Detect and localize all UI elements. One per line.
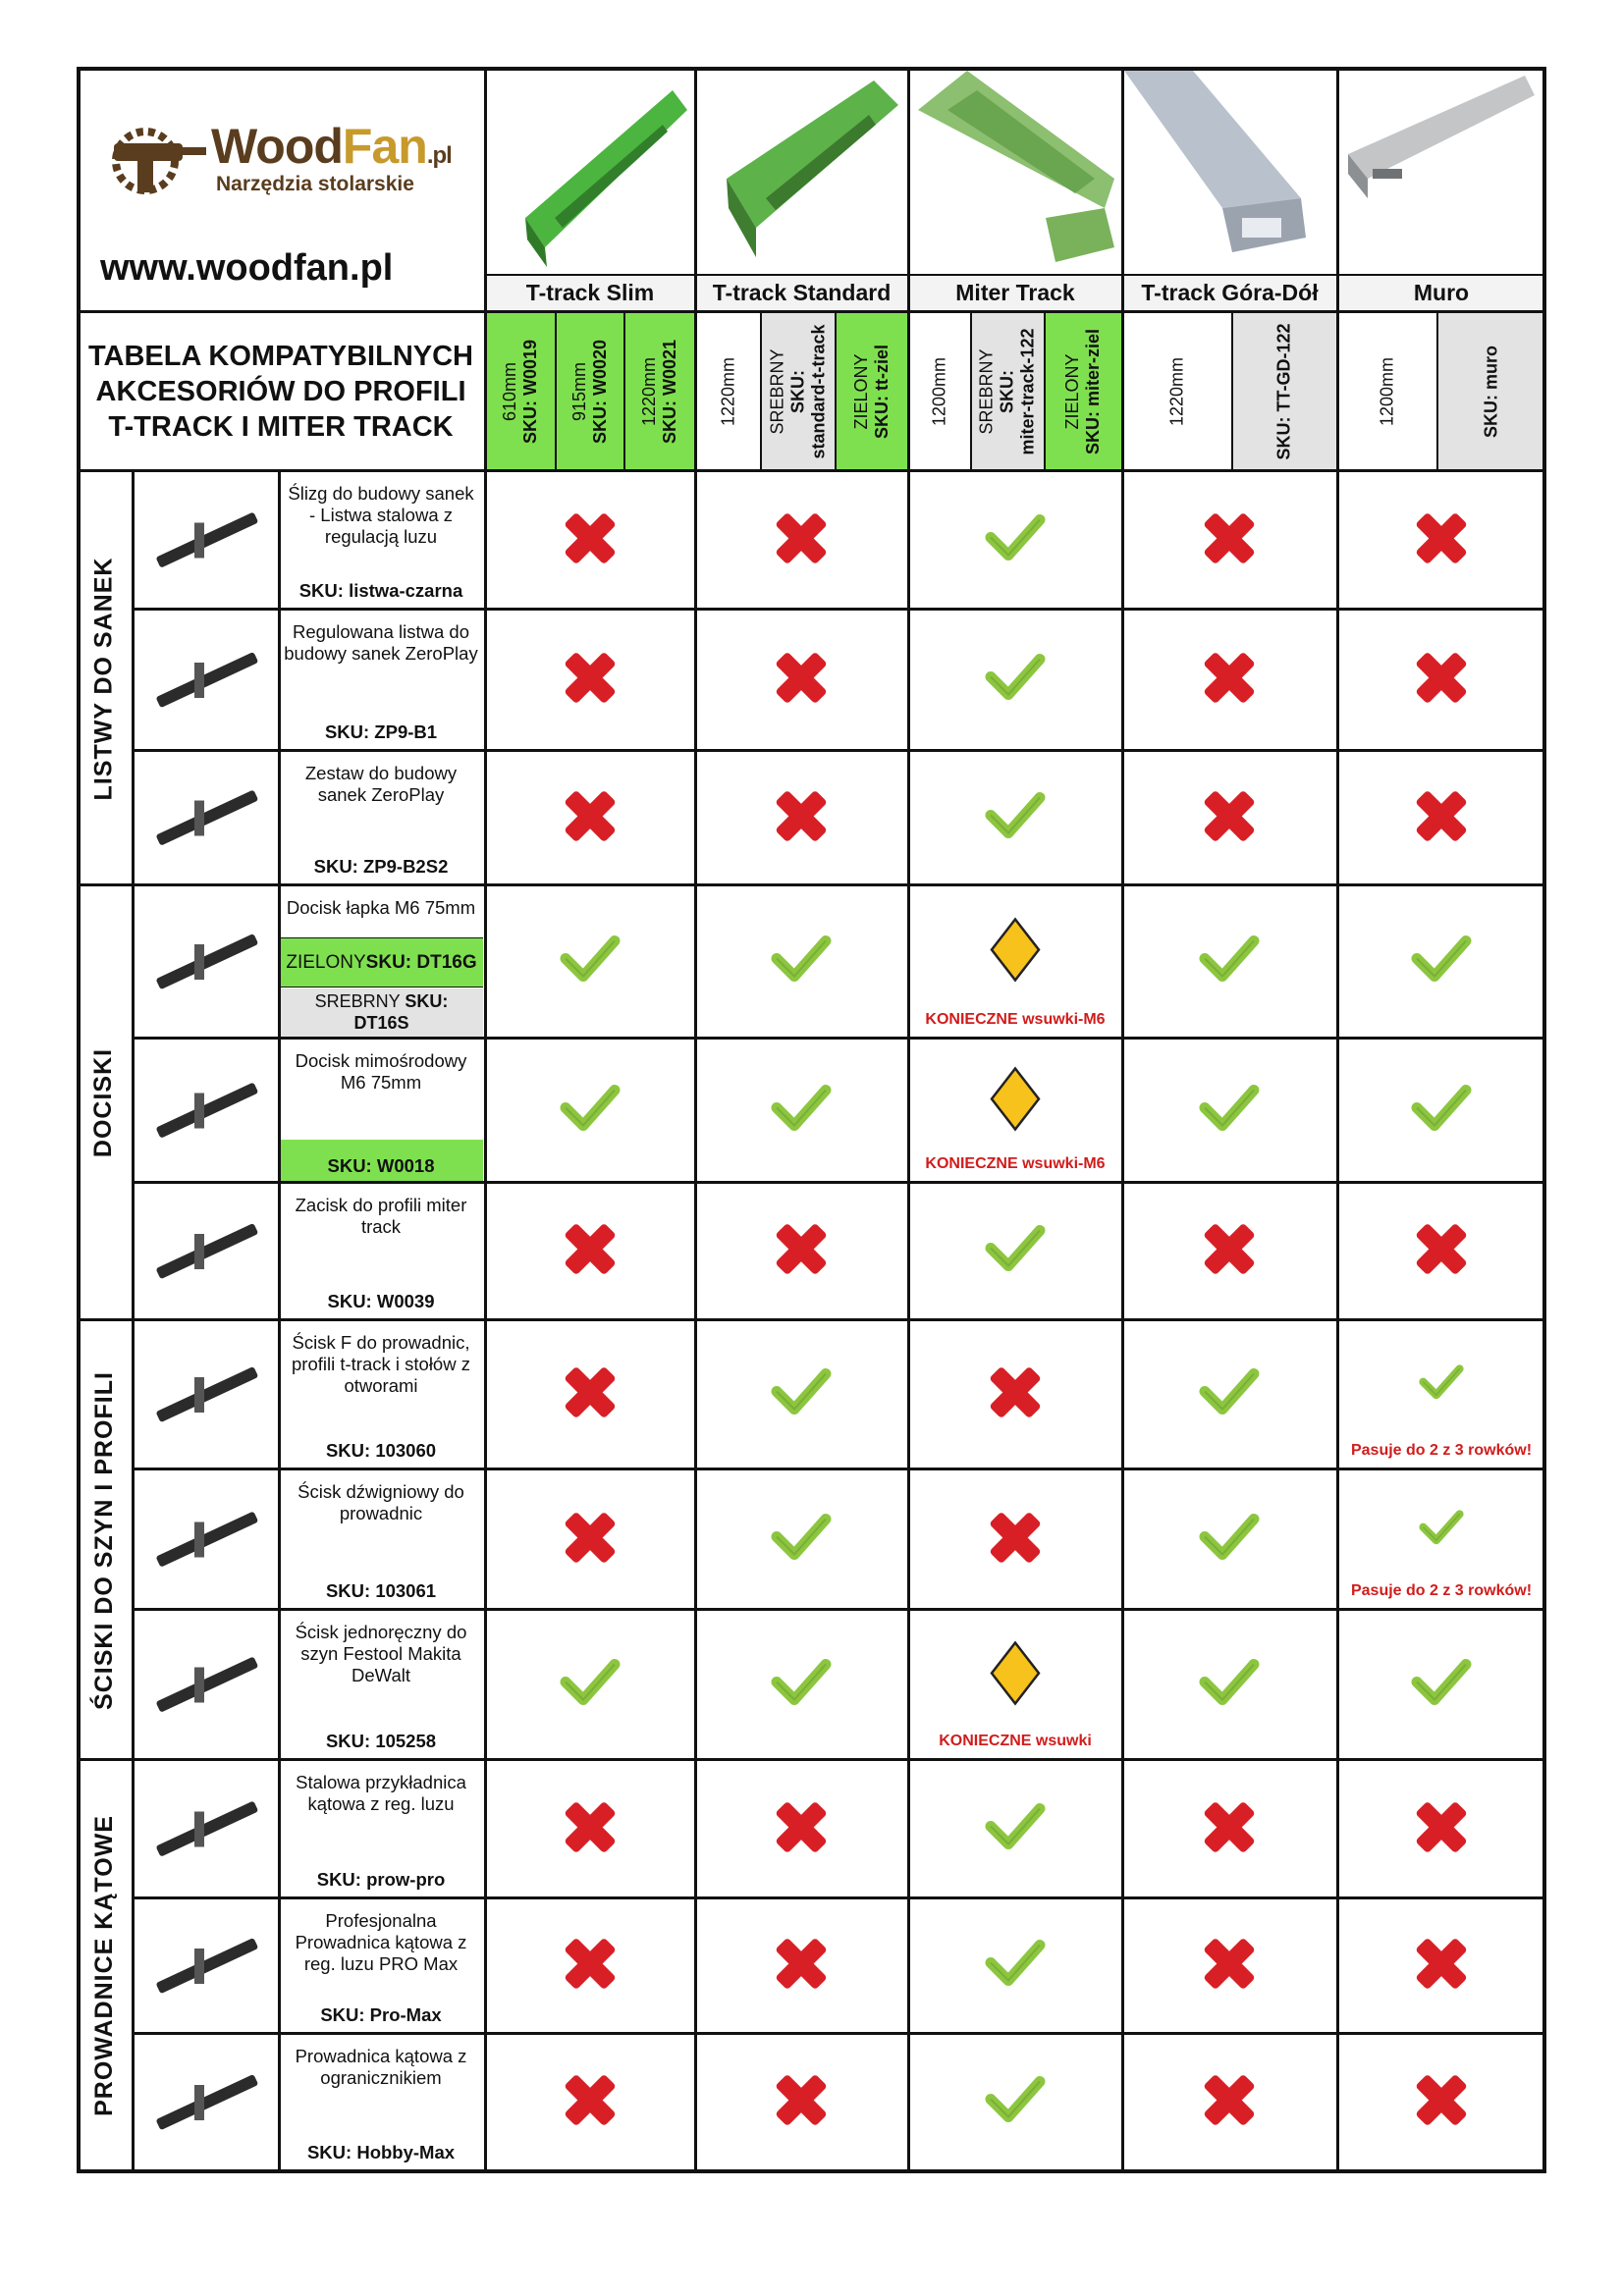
silver-variant-label: SREBRNY: [314, 991, 406, 1011]
incompatible-cross-icon: [561, 649, 620, 713]
table-border-right: [1542, 67, 1546, 2173]
sku-length: 1200mm: [1377, 356, 1397, 427]
compatibility-note: KONIECZNE wsuwki-M6: [925, 1155, 1106, 1172]
product-sku: SKU: ZP9-B1: [324, 721, 438, 742]
incompatible-cross-icon: [561, 1935, 620, 1999]
row-divider: [132, 1468, 1546, 1470]
product-sku: SKU: ZP9-B2S2: [313, 856, 449, 877]
miter-clamp-icon: [135, 1185, 278, 1318]
incompatible-cross-icon: [1412, 1935, 1471, 1999]
compatible-check-icon: [985, 507, 1046, 573]
incompatible-cross-icon: [1200, 649, 1259, 713]
product-name: Profesjonalna Prowadnica kątowa z reg. luzu PRO Max: [295, 1910, 467, 1974]
sku-code: SKU: W0019: [520, 339, 540, 445]
product-sku: SKU: Pro-Max: [320, 2004, 442, 2025]
row-divider: [132, 1181, 1546, 1184]
product-name: Ścisk dźwigniowy do prowadnic: [298, 1481, 464, 1523]
warning-diamond-icon: [990, 1640, 1041, 1710]
product-description: [278, 1610, 484, 1760]
sku-length: 1220mm: [638, 356, 659, 427]
sku-divider: [1436, 312, 1438, 471]
product-name: Stalowa przykładnica kątowa z reg. luzu: [296, 1772, 466, 1814]
compatible-check-icon: [771, 1362, 832, 1428]
column-divider: [484, 67, 487, 2173]
compatible-check-icon: [1199, 930, 1260, 995]
category-label: PROWADNICE KĄTOWE: [89, 1815, 118, 2116]
sku-muro-length: [1338, 312, 1436, 471]
sku-divider: [1044, 312, 1046, 471]
sku-length: 1220mm: [718, 356, 737, 427]
row-divider: [132, 1037, 1546, 1040]
incompatible-cross-icon: [561, 1508, 620, 1572]
product-sku: SKU: listwa-czarna: [298, 580, 463, 601]
row-divider: [132, 749, 1546, 752]
product-description: [278, 1039, 484, 1183]
row-divider: [132, 608, 1546, 611]
compatible-check-icon: [1411, 1652, 1472, 1718]
column-divider: [1121, 67, 1124, 2173]
sku-divider: [835, 312, 837, 471]
sku-code: SKU: TT-GD-122: [1273, 323, 1294, 460]
warning-diamond-icon: [990, 1066, 1041, 1136]
sku-code: miter-track-122: [1017, 328, 1038, 455]
incompatible-cross-icon: [1412, 508, 1471, 572]
incompatible-cross-icon: [1200, 1935, 1259, 1999]
sku-length: 1220mm: [1166, 356, 1187, 427]
category-sciski: [77, 1320, 132, 1760]
compatible-check-icon: [1411, 1078, 1472, 1144]
category-label: DOCISKI: [89, 1047, 118, 1158]
product-description: [278, 1760, 484, 1898]
page-title: [79, 312, 483, 471]
title-line-3: T-TRACK I MITER TRACK: [108, 411, 454, 443]
sku-label: SKU:: [997, 370, 1017, 414]
compatible-check-icon: [771, 1507, 832, 1573]
sku-color: SREBRNY: [976, 348, 997, 435]
row-divider: [77, 1758, 1546, 1761]
product-sku: SKU: 105258: [325, 1731, 437, 1751]
incompatible-cross-icon: [561, 2071, 620, 2135]
sku-miter-length: [909, 312, 970, 471]
column-divider: [1336, 67, 1339, 2173]
silver-variant-sku: DT16S: [353, 1013, 409, 1033]
profile-image-muro: [1338, 71, 1544, 272]
incompatible-cross-icon: [1200, 508, 1259, 572]
zeroplay-set-icon: [135, 753, 278, 883]
product-sku: SKU: prow-pro: [316, 1869, 446, 1890]
sku-divider: [760, 312, 762, 471]
row-divider: [132, 1608, 1546, 1611]
product-name: Ścisk F do prowadnic, profili t-track i stołów z otworami: [292, 1332, 470, 1396]
product-name: Zacisk do profili miter track: [295, 1195, 467, 1237]
profile-image-standard: [697, 71, 903, 272]
hold-down-clamp-icon: [135, 887, 278, 1037]
compatible-check-icon: [771, 930, 832, 995]
logo-area: [79, 71, 483, 289]
category-dociski: [77, 885, 132, 1320]
compatible-check-icon: [985, 648, 1046, 714]
incompatible-cross-icon: [1412, 2071, 1471, 2135]
sku-length: 1200mm: [929, 356, 949, 427]
green-variant-label: ZIELONY: [286, 951, 366, 973]
row-divider: [77, 1318, 1546, 1321]
row-divider: [77, 883, 1546, 886]
cam-clamp-icon: [135, 1041, 278, 1181]
incompatible-cross-icon: [1200, 2071, 1259, 2135]
sku-length: 915mm: [568, 361, 589, 422]
product-description: [278, 471, 484, 610]
brand-wood: Wood: [211, 119, 343, 174]
sku-standard-silver: [761, 312, 835, 471]
incompatible-cross-icon: [561, 1797, 620, 1861]
incompatible-cross-icon: [772, 1797, 831, 1861]
slide-bar-icon: [135, 473, 278, 608]
table-border-bottom: [77, 2169, 1546, 2173]
product-sku: SKU: 103060: [325, 1440, 437, 1461]
sku-code: SKU: tt-ziel: [871, 345, 892, 439]
brand-tagline: Narzędzia stolarskie: [216, 173, 414, 195]
sku-length: 610mm: [500, 361, 519, 422]
column-header-standard: T-track Standard: [696, 274, 907, 309]
compatible-check-icon: [985, 2070, 1046, 2136]
sku-goradol-length: [1123, 312, 1231, 471]
dociski-sku-green-highlight: [280, 937, 483, 988]
product-name: Zestaw do budowy sanek ZeroPlay: [304, 763, 458, 805]
header-divider: [77, 310, 1546, 313]
compatible-check-icon: [560, 930, 621, 995]
brand-pl: .pl: [426, 142, 452, 169]
sku-color: ZIELONY: [1062, 353, 1082, 430]
incompatible-cross-icon: [561, 1363, 620, 1427]
f-clamp-icon: [135, 1322, 278, 1468]
brand-url: www.woodfan.pl: [100, 247, 394, 289]
incompatible-cross-icon: [561, 786, 620, 850]
incompatible-cross-icon: [772, 2071, 831, 2135]
header-bottom-divider: [77, 469, 1546, 472]
compatible-check-icon: [1199, 1362, 1260, 1428]
incompatible-cross-icon: [1200, 1797, 1259, 1861]
compatible-check-icon: [985, 1796, 1046, 1862]
incompatible-cross-icon: [1412, 786, 1471, 850]
table-border-left: [77, 67, 81, 2173]
category-prowadnice: [77, 1760, 132, 2171]
lever-clamp-icon: [135, 1471, 278, 1608]
dociski-sku-silver-highlight: [280, 988, 483, 1037]
compatible-check-icon: [1199, 1507, 1260, 1573]
green-variant-sku: SKU: DT16G: [365, 951, 477, 973]
compatibility-note: Pasuje do 2 z 3 rowków!: [1350, 1442, 1533, 1459]
miter-gauge-icon: [135, 1762, 278, 1896]
compatible-check-icon: [985, 1219, 1046, 1285]
sku-color: ZIELONY: [850, 353, 871, 430]
incompatible-cross-icon: [1412, 649, 1471, 713]
row-divider: [132, 1896, 1546, 1899]
product-description: [278, 1469, 484, 1610]
product-sku: SKU: W0039: [327, 1291, 435, 1311]
column-header-slim: T-track Slim: [486, 274, 694, 309]
sku-slim-915: [556, 312, 623, 471]
product-description: [278, 1183, 484, 1320]
compatibility-note: KONIECZNE wsuwki-M6: [925, 1011, 1106, 1028]
compatibility-note: Pasuje do 2 z 3 rowków!: [1350, 1582, 1533, 1599]
sku-code: standard-t-track: [808, 324, 828, 459]
sku-divider: [1231, 312, 1233, 471]
brand-fan: Fan: [342, 119, 427, 174]
sku-code: SKU: muro: [1481, 346, 1500, 438]
sku-label: SKU:: [787, 370, 807, 413]
woodfan-logo-icon: [94, 114, 212, 202]
warning-diamond-icon: [990, 918, 1041, 988]
sku-divider: [623, 312, 625, 471]
sku-color: SREBRNY: [767, 348, 786, 435]
category-divider: [132, 471, 135, 2171]
column-header-miter: Miter Track: [909, 274, 1121, 309]
incompatible-cross-icon: [1412, 1220, 1471, 1284]
sku-code: SKU: miter-ziel: [1083, 328, 1103, 455]
sku-code: SKU: W0020: [589, 339, 610, 445]
compatible-check-icon: [985, 1934, 1046, 2000]
incompatible-cross-icon: [772, 508, 831, 572]
one-hand-clamp-icon: [135, 1612, 278, 1758]
column-header-muro: Muro: [1338, 274, 1544, 309]
column-divider: [694, 67, 697, 2173]
thumb-divider: [278, 471, 281, 2171]
profile-image-goradol: [1124, 71, 1335, 272]
sku-goradol-code: [1232, 312, 1336, 471]
product-name: Regulowana listwa do budowy sanek ZeroPlay: [284, 621, 478, 664]
sku-muro-code: [1437, 312, 1544, 471]
product-sku: SKU: 103061: [325, 1580, 437, 1601]
product-name: Docisk mimośrodowy M6 75mm: [295, 1050, 467, 1093]
incompatible-cross-icon: [1200, 1220, 1259, 1284]
category-label: ŚCISKI DO SZYN I PROFILI: [89, 1370, 118, 1710]
profile-image-miter: [908, 71, 1119, 272]
sku-code: SKU: W0021: [659, 339, 679, 445]
zeroplay-bar-icon: [135, 612, 278, 749]
incompatible-cross-icon: [986, 1508, 1045, 1572]
compatibility-note: KONIECZNE wsuwki: [939, 1733, 1092, 1749]
compatible-check-icon: [560, 1652, 621, 1718]
category-listwy: [77, 471, 132, 885]
incompatible-cross-icon: [772, 1220, 831, 1284]
table-border-top: [77, 67, 1546, 71]
sku-miter-green: [1045, 312, 1121, 471]
product-description: [278, 610, 484, 751]
product-description: [278, 1320, 484, 1469]
product-description: [278, 751, 484, 885]
product-sku: SKU: Hobby-Max: [306, 2142, 456, 2163]
sku-miter-silver: [971, 312, 1044, 471]
incompatible-cross-icon: [1200, 786, 1259, 850]
product-name: Docisk łapka M6 75mm: [286, 897, 476, 918]
compatible-check-icon: [1411, 930, 1472, 995]
row-divider: [132, 2032, 1546, 2035]
incompatible-cross-icon: [561, 1220, 620, 1284]
silver-variant-sku-label: SKU:: [405, 991, 449, 1011]
sku-standard-green: [836, 312, 907, 471]
product-sku: SKU: W0018: [327, 1155, 435, 1176]
incompatible-cross-icon: [1412, 1797, 1471, 1861]
category-label: LISTWY DO SANEK: [89, 557, 118, 800]
compatible-check-icon: [1419, 1361, 1464, 1411]
product-description: [278, 2034, 484, 2171]
profile-image-slim: [486, 71, 692, 272]
compatible-check-icon: [1419, 1505, 1464, 1555]
compatible-check-icon: [1199, 1078, 1260, 1144]
incompatible-cross-icon: [772, 786, 831, 850]
sku-divider: [555, 312, 557, 471]
product-name: Prowadnica kątowa z ogranicznikiem: [295, 2046, 467, 2088]
incompatible-cross-icon: [561, 508, 620, 572]
sku-divider: [970, 312, 972, 471]
miter-gauge-hobby-icon: [135, 2036, 278, 2169]
incompatible-cross-icon: [772, 1935, 831, 1999]
sku-slim-610: [486, 312, 555, 471]
miter-gauge-pro-icon: [135, 1900, 278, 2032]
title-line-2: AKCESORIÓW DO PROFILI: [95, 376, 466, 407]
product-description: [278, 1898, 484, 2034]
title-line-1: TABELA KOMPATYBILNYCH: [87, 341, 473, 372]
compatible-check-icon: [771, 1652, 832, 1718]
sku-slim-1220: [624, 312, 694, 471]
sku-standard-length: [696, 312, 760, 471]
column-divider: [907, 67, 910, 2173]
compatible-check-icon: [560, 1078, 621, 1144]
compatible-check-icon: [771, 1078, 832, 1144]
column-header-goradol: T-track Góra-Dół: [1123, 274, 1336, 309]
product-name: Ścisk jednoręczny do szyn Festool Makita DeWalt: [295, 1622, 467, 1685]
product-name: Ślizg do budowy sanek - Listwa stalowa z regulacją luzu: [288, 483, 474, 547]
incompatible-cross-icon: [986, 1363, 1045, 1427]
incompatible-cross-icon: [772, 649, 831, 713]
compatible-check-icon: [985, 785, 1046, 851]
compatible-check-icon: [1199, 1652, 1260, 1718]
